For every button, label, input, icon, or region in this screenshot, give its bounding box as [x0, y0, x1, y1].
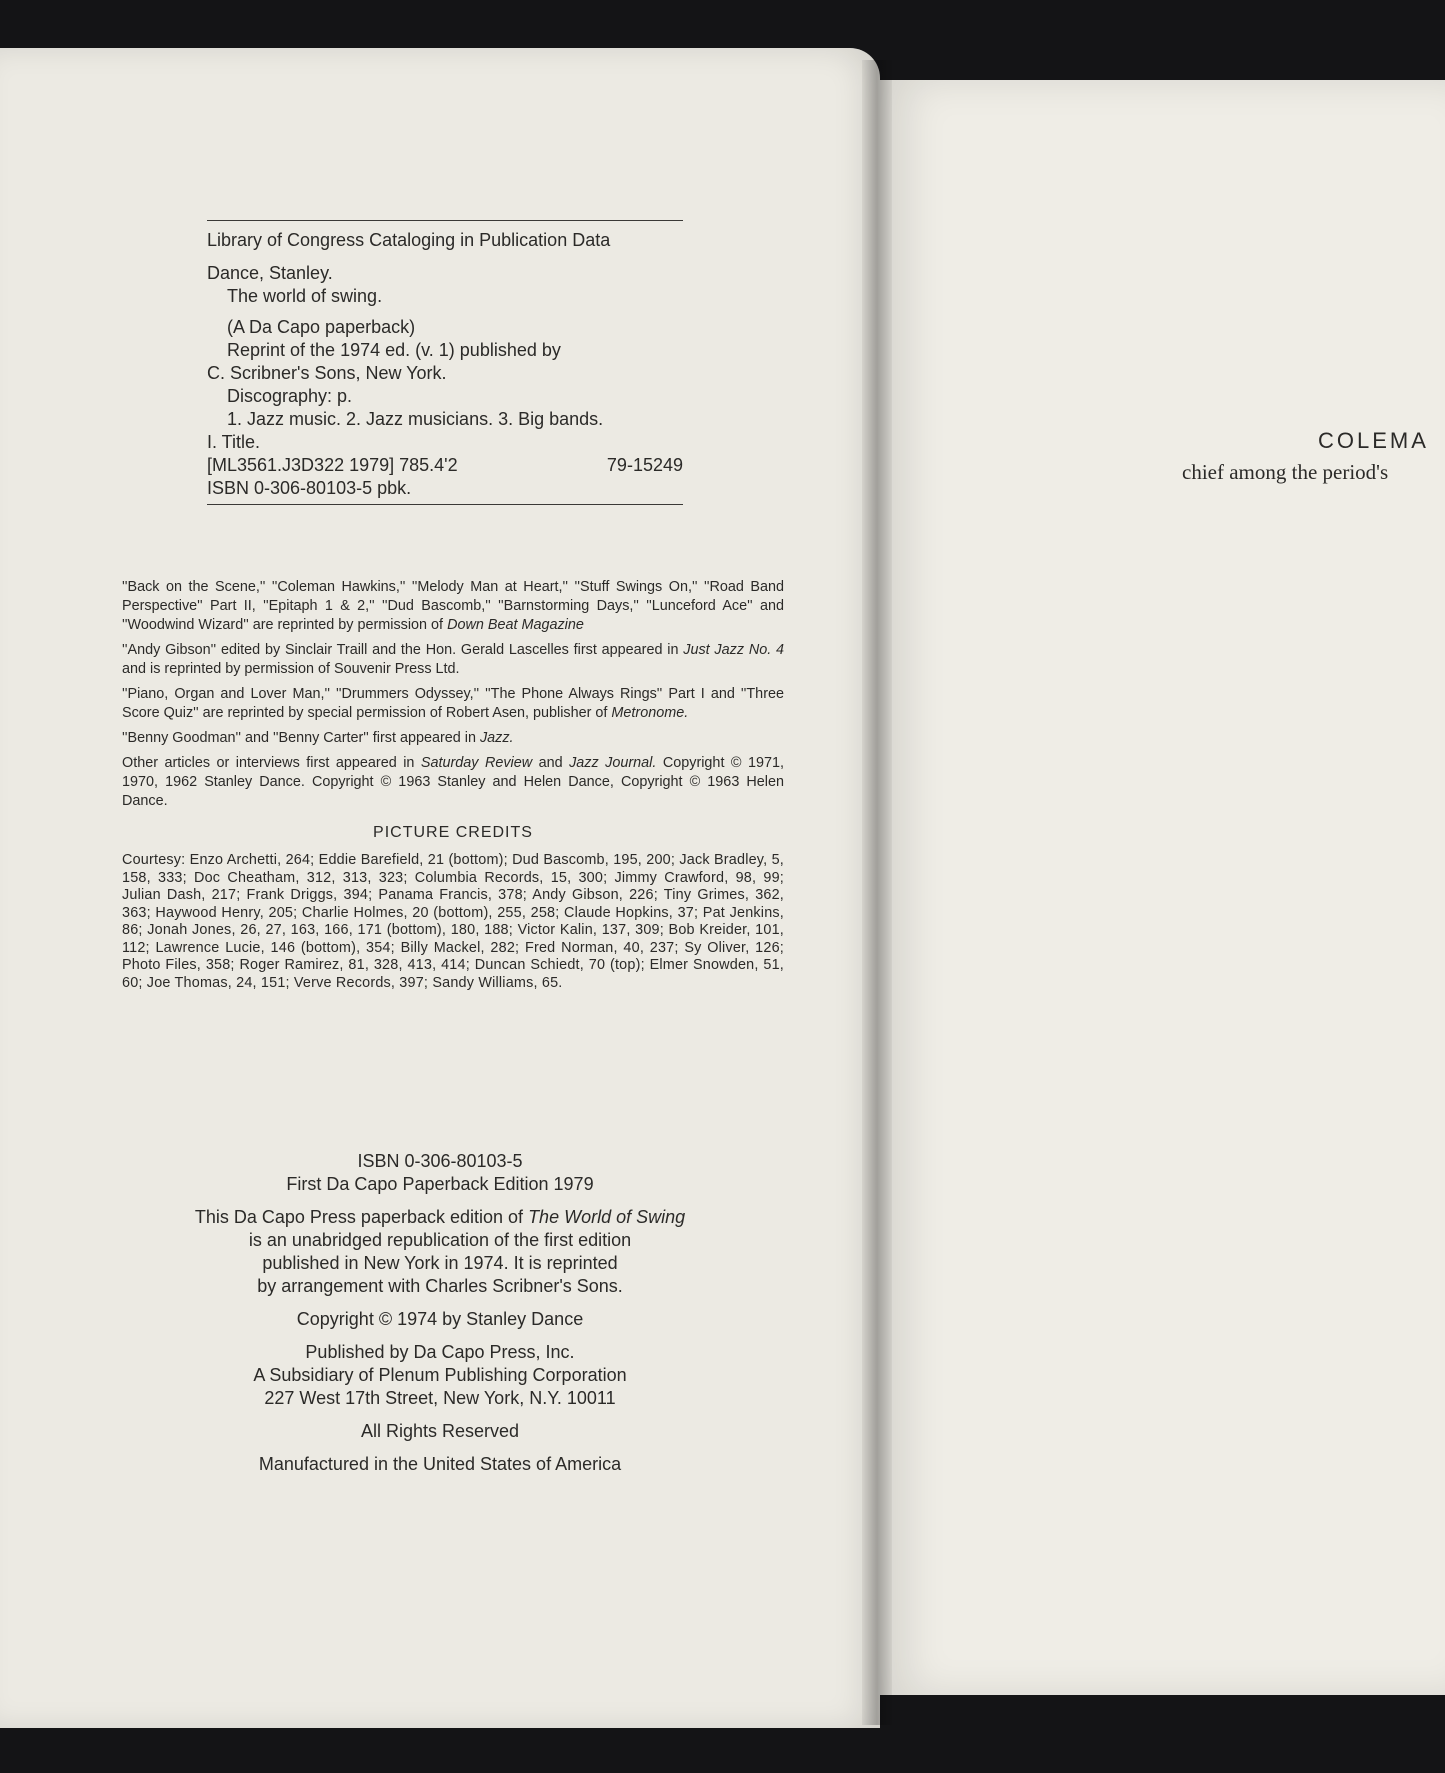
cip-block	[207, 220, 683, 505]
cip-line: Dance, Stanley.	[207, 263, 333, 283]
picture-credits-text: Courtesy: Enzo Archetti, 264; Eddie Barefield, 21 (bottom); Dud Bascomb, 195, 200; Jack Bradley, 5, 158, 333; Doc Cheatham, 312, 313, 323; Columbia Records, 15, 300; Jimmy Crawford, 98, 99; Julian Dash, 217; Frank Driggs, 394; Panama Francis, 378; Andy Gibson, 226; Tiny Grimes, 362, 363; Haywood Henry, 205; Charlie Holmes, 20 (bottom), 255, 258; Claude Hopkins, 37; Pat Jenkins, 86; Jonah Jones, 26, 27, 163, 166, 171 (bottom), 180, 188; Victor Kalin, 137, 309; Bob Kreider, 101, 112; Lawrence Lucie, 146 (bottom), 354; Billy Mackel, 282; Fred Norman, 40, 237; Sy Oliver, 126; Photo Files, 358; Roger Ramirez, 81, 328, 413, 414; Duncan Schiedt, 70 (top); Elmer Snowden, 51, 60; Joe Thomas, 24, 151; Verve Records, 397; Sandy Williams, 65.	[122, 852, 784, 991]
cip-bottom-rule	[207, 504, 683, 505]
permission-paragraph: Other articles or interviews first appeared in Saturday Review and Jazz Journal. Copyright © 1971, 1970, 1962 Stanley Dance. Copyright © 1963 Stanley and Helen Dance, Copyright © 1963 Helen Dance.	[122, 755, 785, 809]
book-title: The World of Swing	[528, 1207, 686, 1227]
cip-classification-row	[207, 454, 683, 477]
cip-spacer	[207, 308, 683, 316]
picture-credits-title: PICTURE CREDITS	[373, 824, 533, 841]
cip-line: 1. Jazz music. 2. Jazz musicians. 3. Big bands.	[227, 409, 604, 429]
cip-line: C. Scribner's Sons, New York.	[207, 363, 447, 383]
cip-isbn: ISBN 0-306-80103-5 pbk.	[207, 478, 412, 498]
cip-line: Discography: p.	[227, 386, 353, 406]
book-gutter	[862, 60, 892, 1725]
imprint-rights: All Rights Reserved	[360, 1421, 520, 1441]
permission-paragraph: ''Andy Gibson'' edited by Sinclair Traill and the Hon. Gerald Lascelles first appeared in Just Jazz No. 4 and is reprinted by permission of Souvenir Press Ltd.	[122, 642, 785, 677]
imprint-edition: First Da Capo Paperback Edition 1979	[286, 1174, 594, 1194]
right-page-heading-fragment: COLEMA	[1318, 428, 1429, 453]
imprint-edition-group	[140, 1150, 740, 1196]
imprint-section	[140, 1150, 740, 1486]
permissions-section	[122, 578, 784, 992]
imprint-copyright: Copyright © 1974 by Stanley Dance	[296, 1309, 584, 1329]
imprint-isbn: ISBN 0-306-80103-5	[357, 1151, 523, 1171]
imprint-manufactured: Manufactured in the United States of America	[258, 1454, 622, 1474]
right-page	[878, 80, 1445, 1695]
cip-classification: [ML3561.J3D322 1979] 785.4'2	[207, 455, 458, 475]
permission-paragraph: ''Piano, Organ and Lover Man,'' ''Drummers Odyssey,'' ''The Phone Always Rings'' Part I and ''Three Score Quiz'' are reprinted by special permission of Robert Asen, publisher of Metronome.	[122, 686, 784, 721]
cip-line: The world of swing.	[227, 286, 383, 306]
permission-paragraph: ''Benny Goodman'' and ''Benny Carter'' first appeared in Jazz.	[122, 730, 514, 746]
permission-paragraph: ''Back on the Scene,'' ''Coleman Hawkins,'' ''Melody Man at Heart,'' ''Stuff Swings On,'' ''Road Band Perspective'' Part II, ''Epitaph 1 & 2,'' ''Dud Bascomb,'' ''Barnstorming Days,'' ''Lunceford Ace'' and ''Woodwind Wizard'' are reprinted by permission of Down Beat Magazine	[122, 579, 784, 633]
cip-header: Library of Congress Cataloging in Publication Data	[207, 230, 611, 250]
cip-line: (A Da Capo paperback)	[227, 317, 416, 337]
cip-lccn: 79-15249	[606, 455, 683, 475]
cip-line: Reprint of the 1974 ed. (v. 1) published by	[227, 340, 561, 360]
cip-line: I. Title.	[207, 432, 261, 452]
right-page-subtitle-fragment: chief among the period's	[1182, 460, 1389, 484]
cip-top-rule	[207, 220, 683, 221]
imprint-republication: This Da Capo Press paperback edition of The World of Swing is an unabridged republication of the first edition published in New York in 1974. It is reprinted by arrangement with Charles Scribner's Sons.	[194, 1207, 686, 1296]
cip-body	[207, 262, 683, 454]
imprint-publisher: Published by Da Capo Press, Inc. A Subsidiary of Plenum Publishing Corporation 227 West 17th Street, New York, N.Y. 10011	[253, 1342, 627, 1408]
